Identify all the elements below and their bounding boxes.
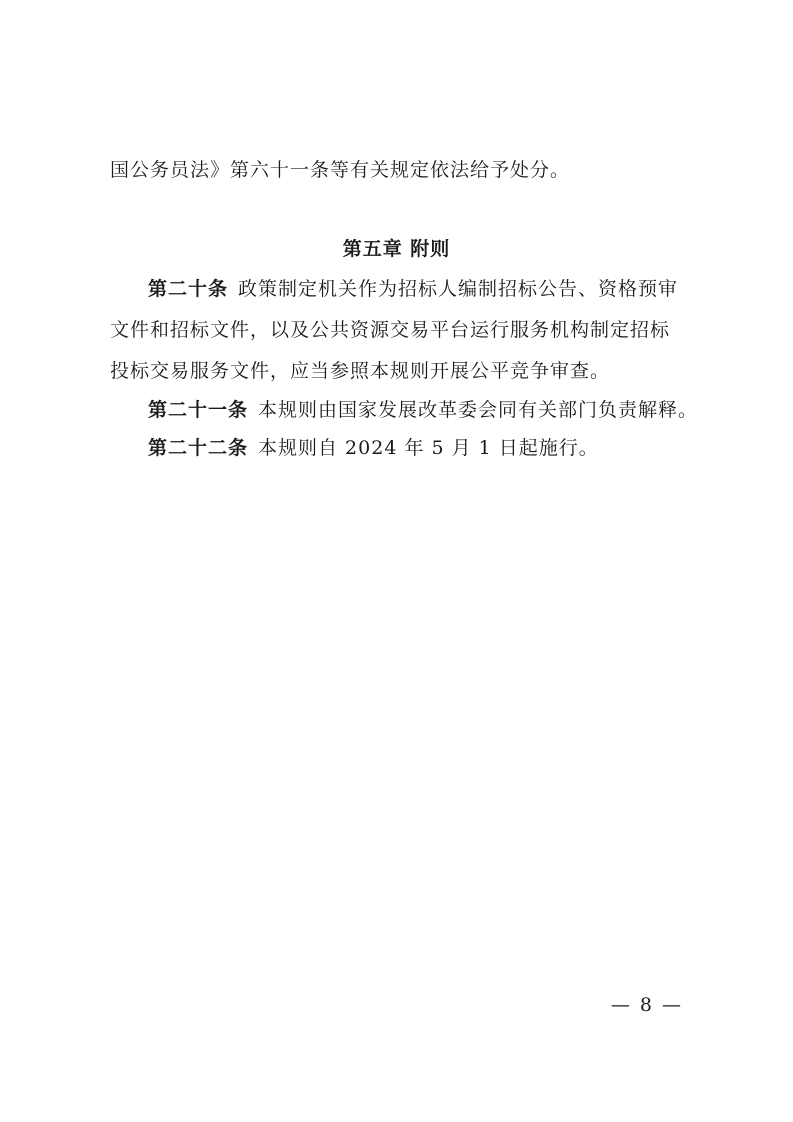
article-20-text-line-2: 文件和招标文件，以及公共资源交易平台运行服务机构制定招标: [110, 319, 671, 341]
chapter-heading: 第五章 附则: [342, 238, 451, 260]
article-22-text: 本规则自 2024 年 5 月 1 日起施行。: [258, 437, 599, 459]
continuation-paragraph: 国公务员法》第六十一条等有关规定依法给予处分。: [110, 159, 571, 181]
page-number: — 8 —: [610, 994, 683, 1016]
article-20-text-line-3: 投标交易服务文件，应当参照本规则开展公平竞争审查。: [110, 360, 611, 382]
article-20-label: 第二十条: [148, 278, 229, 300]
article-21-text: 本规则由国家发展改革委会同有关部门负责解释。: [258, 399, 699, 421]
article-22: [148, 436, 690, 460]
article-20-first-line: [148, 277, 690, 301]
article-22-label: 第二十二条: [148, 437, 249, 459]
article-20-text-line-1: 政策制定机关作为招标人编制招标公告、资格预审: [238, 278, 679, 300]
article-21-label: 第二十一条: [148, 399, 249, 421]
article-21: [148, 398, 699, 422]
